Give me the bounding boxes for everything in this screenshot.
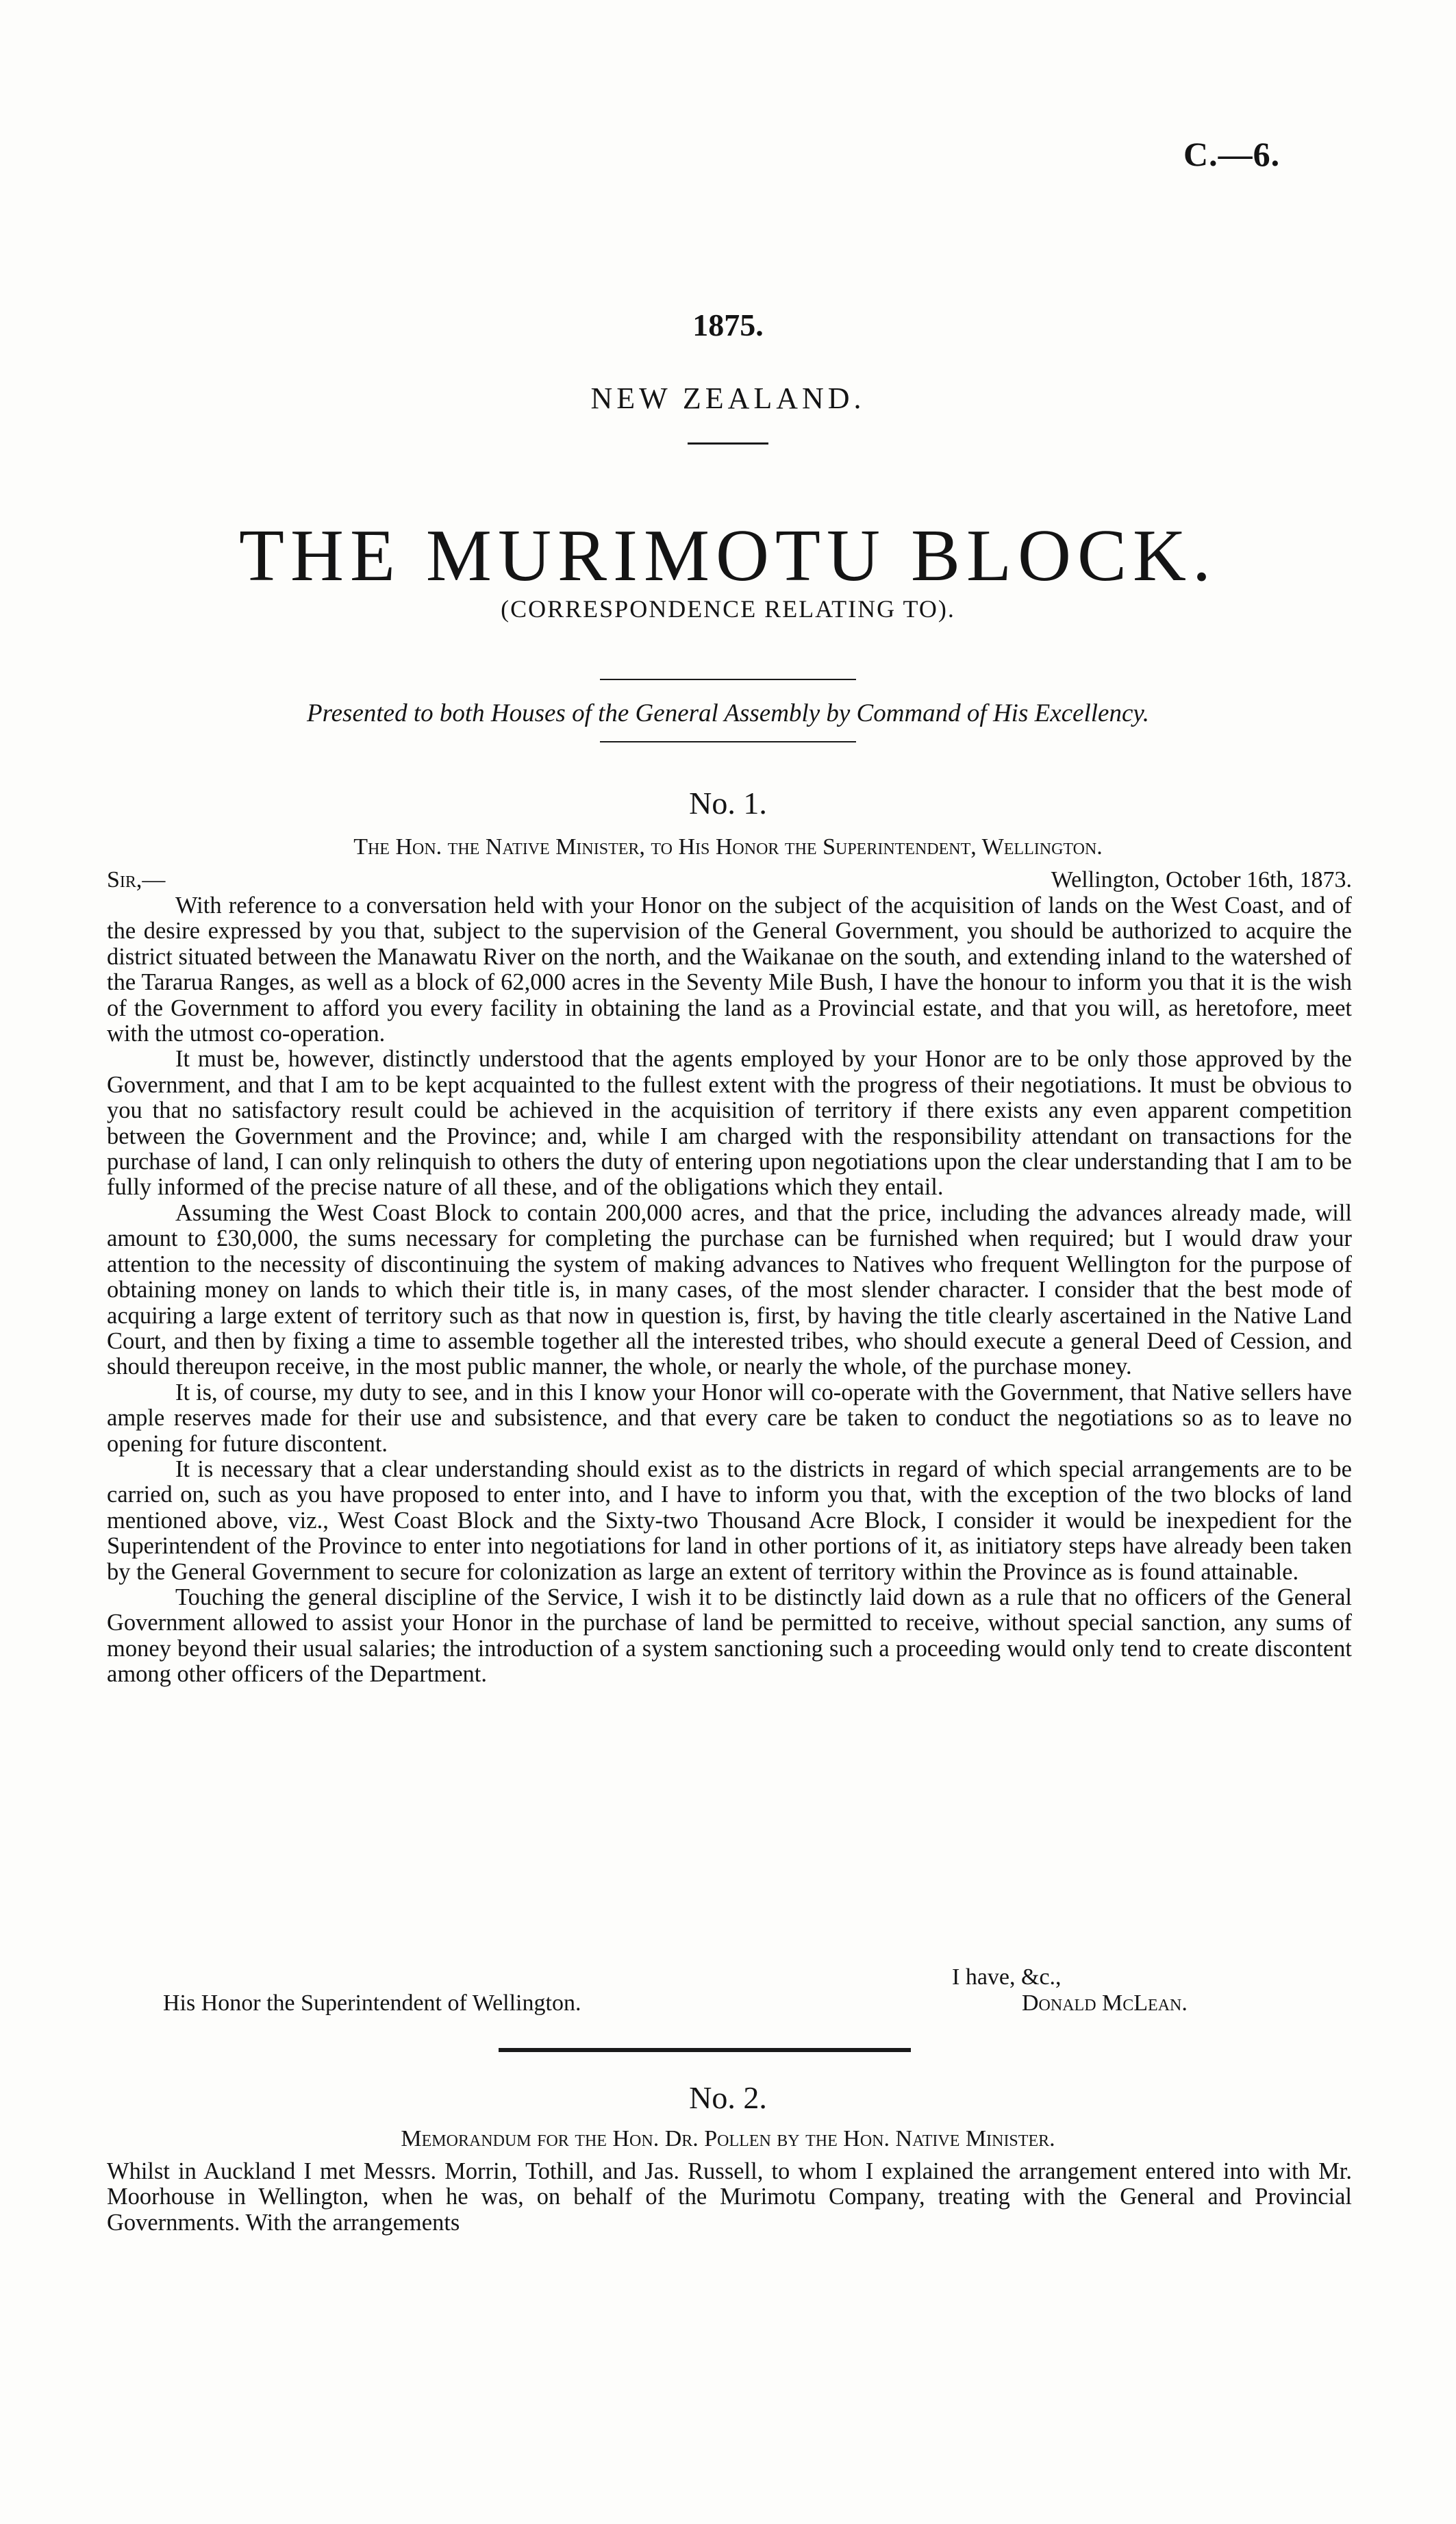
letter-1-heading: The Hon. the Native Minister, to His Honor the Superintendent, Wellington.	[353, 834, 1103, 860]
letter-1-paragraph: Touching the general discipline of the Service, I wish it to be distinctly laid down as a rule that no officers of the General Government allowed to assist your Honor in the purchase of land be permitted to receive, without special sanction, any sums of money beyond their usual salaries; the introduction of a system sanctioning such a proceeding would only tend to create discontent among other officers of the Department.	[107, 1584, 1352, 1688]
letter-1-paragraph: It is necessary that a clear understanding should exist as to the districts in regard of which special arrangements are to be carried on, such as you have proposed to enter into, and I have to inform you that, with the exception of the two blocks of land mentioned above, viz., West Coast Block and the Sixty-two Thousand Acre Block, I consider it would be inexpedient for the Superintendent of the Province to enter into negotiations for land in other portions of it, as initiatory steps have already been taken by the General Government to secure for colonization as large an extent of territory within the Province as is found attainable.	[107, 1455, 1352, 1585]
letter-1-paragraph: With reference to a conversation held with your Honor on the subject of the acquisition of lands on the West Coast, and of the desire expressed by you that, subject to the supervision of the General Government, you should be authorized to acquire the district situated between the Manawatu River on the north, and the Waikanae on the south, and extending inland to the watershed of the Tararua Ranges, as well as a block of 62,000 acres in the Seventy Mile Bush, I have the honour to inform you that it is the wish of the Government to afford you every facility in obtaining the land as a Provincial estate, and that you will, as heretofore, meet with the utmost co-operation.	[107, 892, 1352, 1047]
document-subtitle: (CORRESPONDENCE RELATING TO).	[501, 595, 955, 623]
document-year: 1875.	[692, 308, 764, 342]
presented-rule-top	[600, 679, 856, 680]
document-reference: C.—6.	[1183, 135, 1281, 173]
presented-line: Presented to both Houses of the General Assembly by Command of His Excellency.	[307, 699, 1149, 727]
document-country: NEW ZEALAND.	[590, 382, 866, 415]
presented-rule-bottom	[600, 741, 856, 742]
letter-1-body	[107, 893, 1352, 1688]
letter-1-signature: Donald McLean.	[1022, 1990, 1188, 2016]
document-title: THE MURIMOTU BLOCK.	[239, 515, 1217, 597]
section-divider	[499, 2048, 911, 2052]
letter-1-paragraph: It is, of course, my duty to see, and in this I know your Honor will co-operate with the Government, that Native sellers have ample reserves made for their use and subsistence, and that every care be taken to conduct the negotiations so as to leave no opening for future discontent.	[107, 1379, 1352, 1457]
letter-2-number: No. 2.	[689, 2080, 767, 2115]
letter-2-body	[107, 2159, 1352, 2236]
letter-1-dateline: Wellington, October 16th, 1873.	[1051, 867, 1352, 892]
title-rule-short	[688, 442, 768, 445]
letter-2-heading: Memorandum for the Hon. Dr. Pollen by the Hon. Native Minister.	[401, 2126, 1055, 2151]
letter-1-addressee: His Honor the Superintendent of Wellington.	[163, 1990, 581, 2016]
letter-1-closing: I have, &c.,	[952, 1964, 1062, 1990]
letter-1-number: No. 1.	[689, 786, 767, 821]
letter-1-paragraph: It must be, however, distinctly understood that the agents employed by your Honor are to be only those approved by the Government, and that I am to be kept acquainted to the fullest extent with the progress of their negotiations. It must be obvious to you that no satisfactory result could be achieved in the acquisition of territory if there exists any even apparent competition between the Government and the Province; and, while I am charged with the responsibility attendant on transactions for the purchase of land, I can only relinquish to others the duty of entering upon negotiations upon the clear understanding that I am to be fully informed of the precise nature of all these, and of the obligations which they entail.	[107, 1046, 1352, 1201]
letter-2-paragraph: Whilst in Auckland I met Messrs. Morrin, Tothill, and Jas. Russell, to whom I explained the arrangement entered into with Mr. Moorhouse in Wellington, when he was, on behalf of the Murimotu Company, treating with the General and Provincial Governments. With the arrangements	[107, 2158, 1352, 2236]
letter-1-paragraph: Assuming the West Coast Block to contain 200,000 acres, and that the price, including the advances already made, will amount to £30,000, the sums necessary for completing the purchase can be furnished when required; but I would draw your attention to the necessity of discontinuing the system of making advances to Natives who frequent Wellington for the purpose of obtaining money on lands to which their title is, in many cases, of the most slender character. I consider that the best mode of acquiring a large extent of territory such as that now in question is, first, by having the title clearly ascertained in the Native Land Court, and then by fixing a time to assemble together all the interested tribes, who should execute a general Deed of Cession, and should thereupon receive, in the most public manner, the whole, or nearly the whole, of the purchase money.	[107, 1199, 1352, 1380]
letter-1-salutation: Sir,—	[107, 867, 166, 892]
